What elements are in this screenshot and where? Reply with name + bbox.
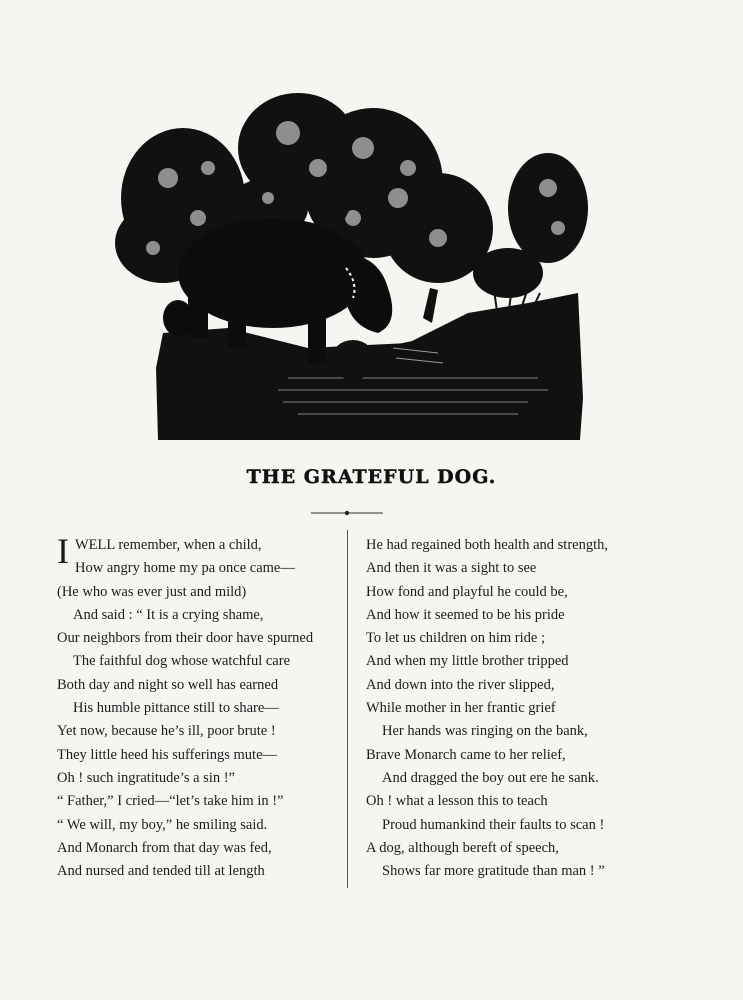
dog-rescue-silhouette-icon (108, 78, 600, 446)
poem-line (366, 627, 666, 650)
poem-left-column (57, 531, 342, 883)
poem-line-text: And dragged the boy out ere he sank. (382, 769, 599, 786)
poem-line-text: His humble pittance still to share— (73, 700, 279, 717)
poem-line-text: Yet now, because he’s ill, poor brute ! (57, 723, 276, 740)
poem-line-text: Her hands was ringing on the bank, (382, 723, 588, 740)
poem-line-text: And nursed and tended till at length (57, 863, 265, 880)
poem-line (57, 674, 342, 697)
poem-line (366, 767, 666, 790)
poem-line-text: Oh ! what a lesson this to teach (366, 793, 548, 810)
poem-line-text: They little heed his sufferings mute— (57, 746, 278, 763)
column-divider (347, 530, 348, 888)
poem-line (366, 581, 666, 604)
poem-line (366, 697, 666, 720)
poem-line (57, 581, 342, 604)
poem-line (366, 837, 666, 860)
poem-line (366, 674, 666, 697)
poem-line (57, 860, 342, 883)
poem-line-text: And said : “ It is a crying shame, (73, 606, 264, 623)
poem-line-text: And Monarch from that day was fed, (57, 839, 272, 856)
poem-line (57, 557, 342, 580)
poem-line (366, 557, 666, 580)
poem-line-text: Oh ! such ingratitude’s a sin !” (57, 769, 235, 786)
poem-line-text: “ We will, my boy,” he smiling said. (57, 816, 268, 833)
drop-cap: I (57, 531, 69, 571)
illustration (108, 78, 600, 446)
poem-line-text: And when my little brother tripped (366, 653, 569, 670)
poem-line (57, 814, 342, 837)
poem-line-text: Brave Monarch came to her relief, (366, 746, 566, 763)
poem-line-text: The faithful dog whose watchful care (73, 653, 291, 670)
poem-line-text: How angry home my pa once came— (75, 560, 295, 577)
poem-line (57, 720, 342, 743)
poem-line (57, 627, 342, 650)
poem-line (366, 790, 666, 813)
poem-line (57, 650, 342, 673)
poem-line-text: (He who was ever just and mild) (57, 583, 247, 600)
poem-line-text: To let us children on him ride ; (366, 630, 545, 647)
ornament-divider-icon (311, 509, 383, 517)
poem-line-text: And how it seemed to be his pride (366, 606, 565, 623)
poem-line-text: A dog, although bereft of speech, (366, 839, 559, 856)
poem-line (366, 720, 666, 743)
poem-title: THE GRATEFUL DOG. (246, 466, 497, 488)
poem-line-text: Our neighbors from their door have spurned (57, 630, 314, 647)
poem-line (57, 790, 342, 813)
poem-line-text: While mother in her frantic grief (366, 700, 556, 717)
poem-line (366, 650, 666, 673)
poem-line-text: WELL remember, when a child, (75, 537, 262, 553)
poem-line (57, 744, 342, 767)
poem-line-text: Shows far more gratitude than man ! ” (382, 863, 605, 880)
poem-line (57, 767, 342, 790)
poem-line-text: Both day and night so well has earned (57, 676, 279, 693)
poem-line (366, 534, 666, 557)
poem-right-column (366, 534, 666, 883)
poem-line (366, 860, 666, 883)
poem-line-text: He had regained both health and strength, (366, 537, 608, 553)
poem-line-text: And down into the river slipped, (366, 676, 555, 693)
poem-line (366, 604, 666, 627)
poem-line (57, 604, 342, 627)
poem-line (366, 744, 666, 767)
poem-line-text: “ Father,” I cried—“let’s take him in !” (57, 793, 284, 810)
poem-line-text: How fond and playful he could be, (366, 583, 568, 600)
poem-line (57, 697, 342, 720)
poem-line (366, 814, 666, 837)
poem-line (57, 837, 342, 860)
poem-line-text: Proud humankind their faults to scan ! (382, 816, 605, 833)
poem-line-text: And then it was a sight to see (366, 560, 537, 577)
